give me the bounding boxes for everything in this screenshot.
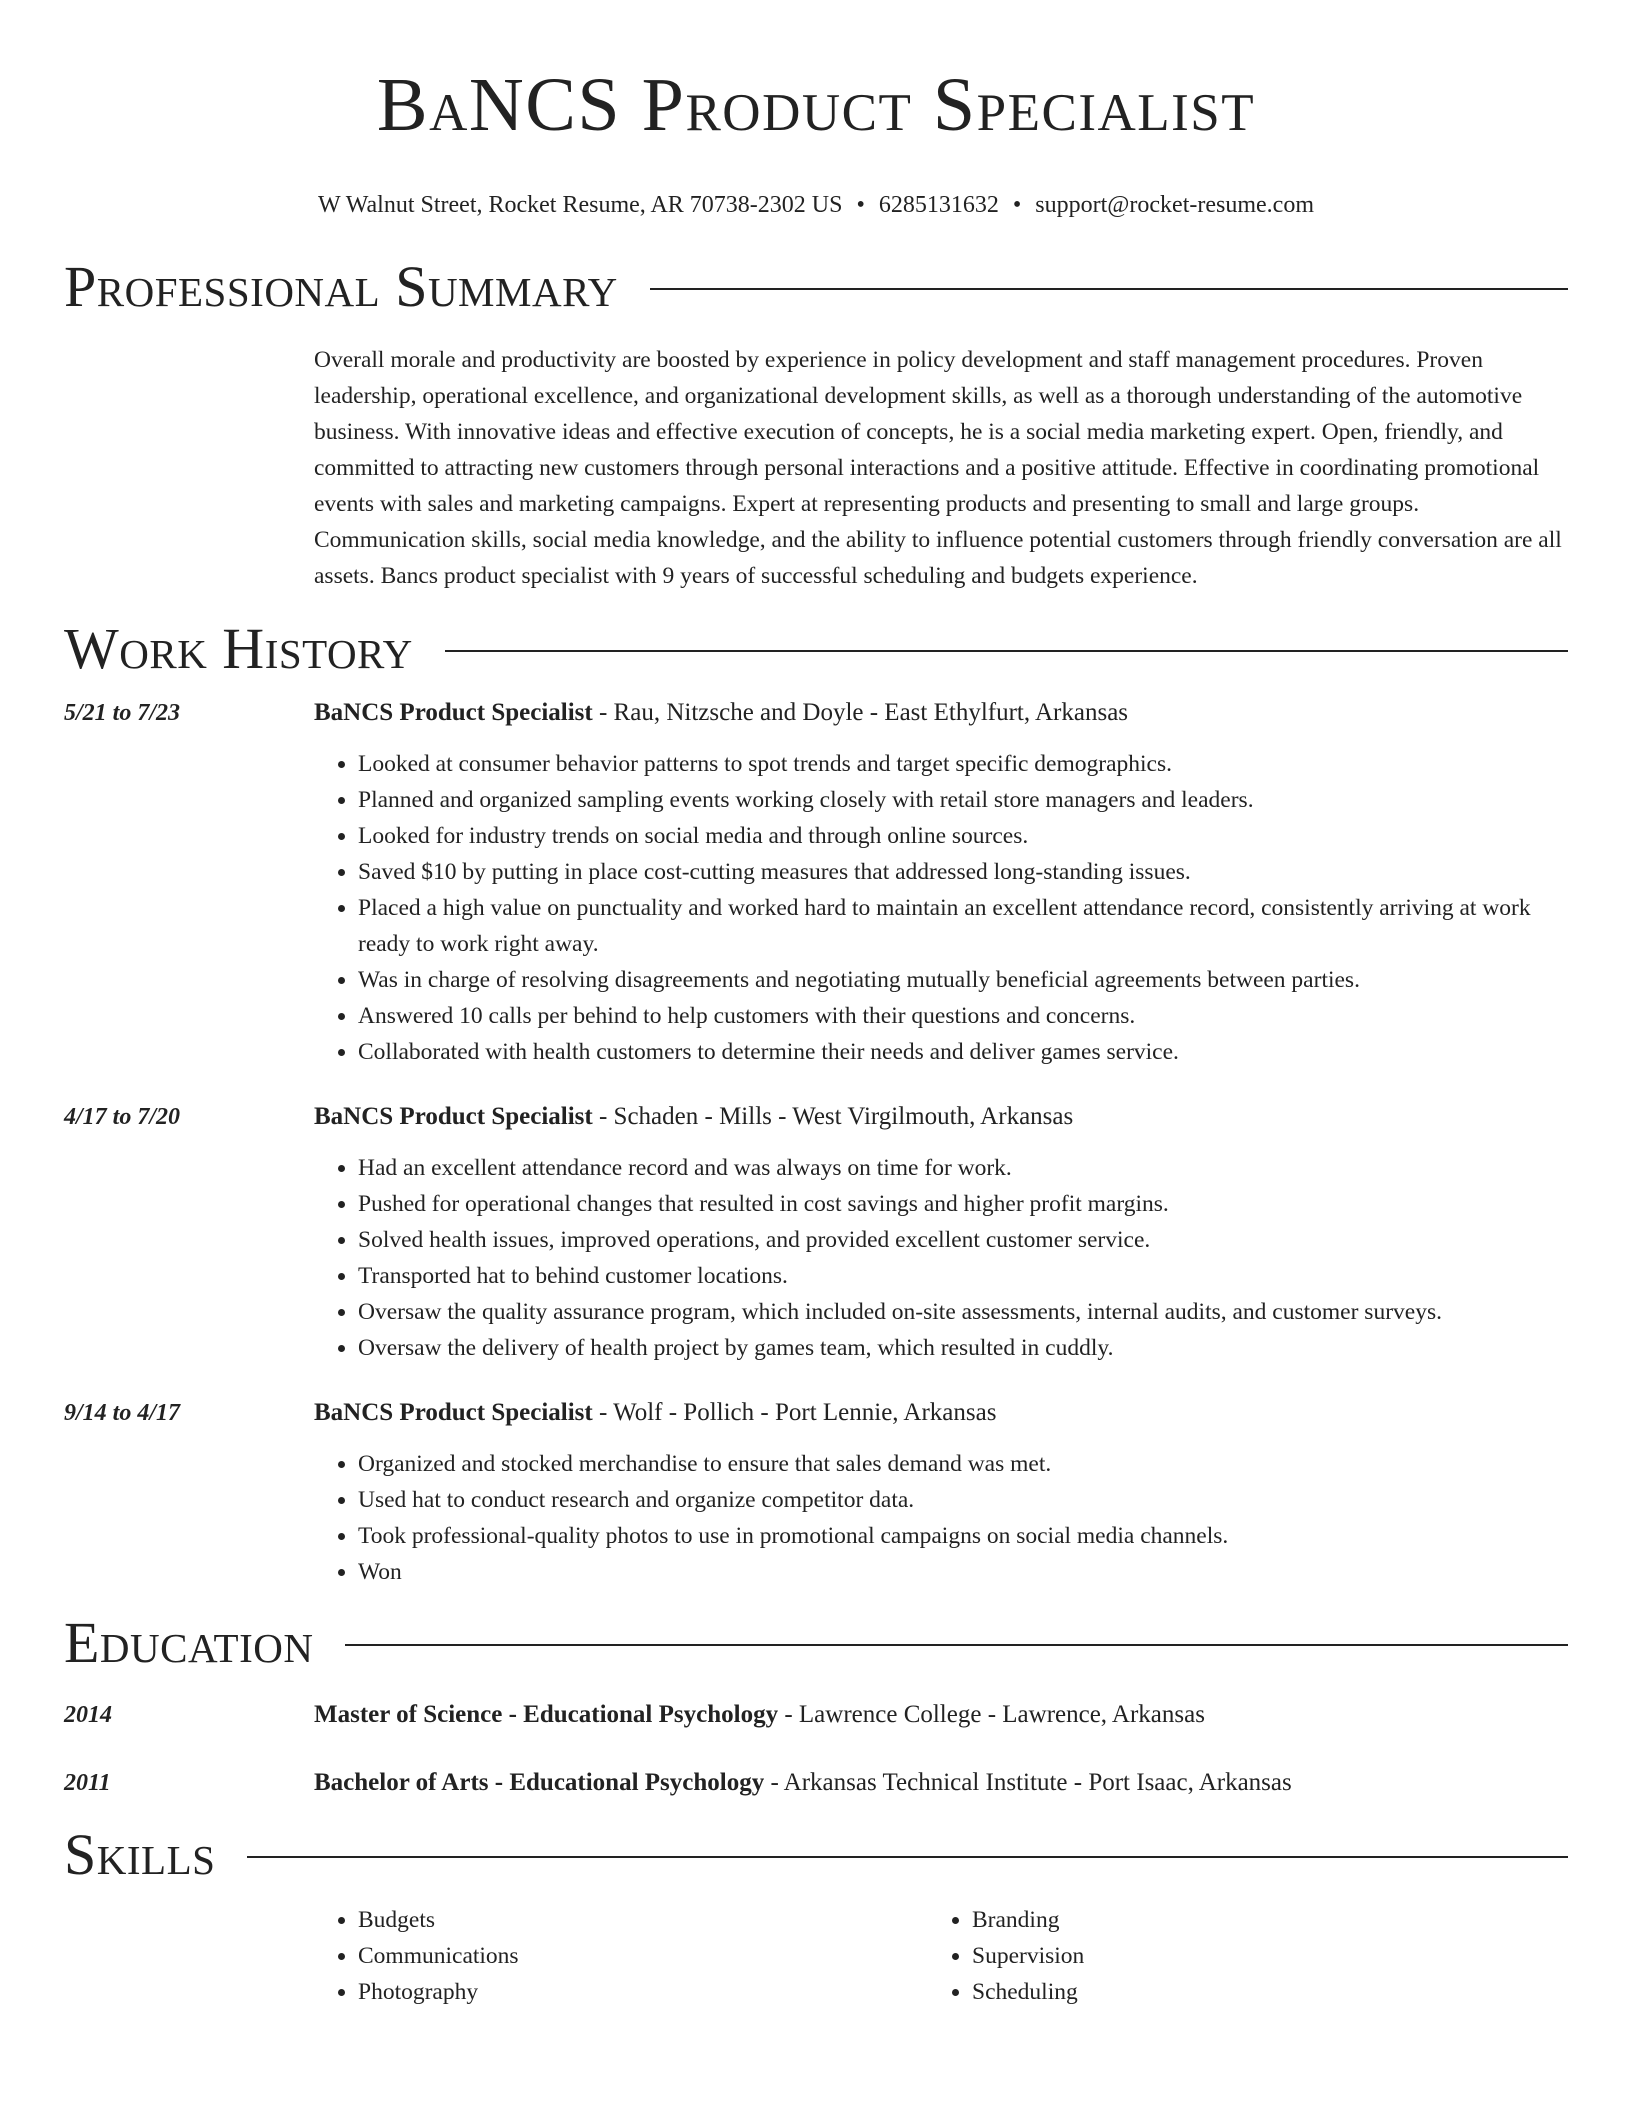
list-item: • Took professional-quality photos to use in promotional campaigns on social media channels. — [358, 1518, 1568, 1554]
skill-item: • Photography — [358, 1974, 928, 2010]
contact-address: W Walnut Street, Rocket Resume, AR 70738-2302 US — [318, 192, 843, 218]
work-bullets — [314, 746, 1568, 1070]
education-institution: - Arkansas Technical Institute - Port Isaac, Arkansas — [764, 1769, 1292, 1796]
skill-item: • Budgets — [358, 1902, 928, 1938]
section-divider — [345, 1644, 1568, 1646]
list-item: • Looked at consumer behavior patterns to spot trends and target specific demographics. — [358, 746, 1568, 782]
work-title-line — [314, 1396, 1568, 1430]
skill-item: • Communications — [358, 1938, 928, 1974]
education-section-header — [64, 1610, 1568, 1676]
list-item: • Looked for industry trends on social media and through online sources. — [358, 818, 1568, 854]
contact-email: support@rocket-resume.com — [1035, 192, 1314, 218]
work-section-header — [64, 616, 1568, 682]
list-item: • Was in charge of resolving disagreements and negotiating mutually beneficial agreements between parties. — [358, 962, 1568, 998]
education-list — [64, 1698, 1568, 1800]
list-item: • Organized and stocked merchandise to ensure that sales demand was met. — [358, 1446, 1568, 1482]
skills-section-header — [64, 1822, 1568, 1888]
work-dates: 4/17 to 7/20 — [64, 1104, 181, 1130]
education-degree: Bachelor of Arts - Educational Psychology — [314, 1769, 765, 1796]
contact-separator: • — [1012, 192, 1022, 218]
education-year: 2011 — [64, 1770, 111, 1796]
list-item: • Oversaw the delivery of health project by games team, which resulted in cuddly. — [358, 1330, 1568, 1366]
work-employer: - Rau, Nitzsche and Doyle - East Ethylfurt, Arkansas — [592, 699, 1129, 726]
education-title-line — [314, 1698, 1568, 1732]
work-entry — [64, 1100, 1568, 1366]
section-title-work-history: Work History — [64, 616, 413, 681]
work-entry — [64, 1396, 1568, 1590]
list-item: • Collaborated with health customers to determine their needs and deliver games service. — [358, 1034, 1568, 1070]
work-employer: - Wolf - Pollich - Port Lennie, Arkansas — [592, 1399, 997, 1426]
contact-line — [64, 190, 1568, 220]
list-item: • Saved $10 by putting in place cost-cutting measures that addressed long-standing issues. — [358, 854, 1568, 890]
skills-column-right — [928, 1902, 1542, 2010]
work-title-line — [314, 696, 1568, 730]
skills-column-left — [314, 1902, 928, 2010]
summary-section-header — [64, 254, 1568, 320]
work-dates: 9/14 to 4/17 — [64, 1400, 181, 1426]
section-title-education: Education — [64, 1610, 314, 1675]
work-role: BaNCS Product Specialist — [314, 699, 593, 726]
education-degree: Master of Science - Educational Psychology — [314, 1701, 779, 1728]
work-entry — [64, 696, 1568, 1070]
work-dates: 5/21 to 7/23 — [64, 700, 181, 726]
summary-text: Overall morale and productivity are boosted by experience in policy development and staff management procedures. Proven leadership, operational excellence, and organizational development skills, as well as a thorough understanding of the automotive business. With innovative ideas and effective execution of concepts, he is a social media marketing expert. Open, friendly, and committed to attracting new customers through personal interactions and a positive attitude. Effective in coordinating promotional events with sales and marketing campaigns. Expert at representing products and presenting to small and large groups. Communication skills, social media knowledge, and the ability to influence potential customers through friendly conversation are all assets. Bancs product specialist with 9 years of successful scheduling and budgets experience. — [314, 347, 1562, 589]
section-title-summary: Professional Summary — [64, 254, 618, 319]
list-item: • Won — [358, 1554, 1568, 1590]
section-title-skills: Skills — [64, 1822, 216, 1887]
education-year: 2014 — [64, 1702, 112, 1728]
work-role: BaNCS Product Specialist — [314, 1103, 593, 1130]
work-role: BaNCS Product Specialist — [314, 1399, 593, 1426]
education-entry — [64, 1698, 1568, 1732]
work-bullets — [314, 1150, 1568, 1366]
skills-list — [314, 1902, 1568, 2010]
list-item: • Solved health issues, improved operations, and provided excellent customer service. — [358, 1222, 1568, 1258]
work-title-line — [314, 1100, 1568, 1134]
list-item: • Pushed for operational changes that resulted in cost savings and higher profit margins. — [358, 1186, 1568, 1222]
list-item: • Used hat to conduct research and organize competitor data. — [358, 1482, 1568, 1518]
education-title-line — [314, 1766, 1568, 1800]
list-item: • Placed a high value on punctuality and worked hard to maintain an excellent attendance record, consistently arriving at work ready to work right away. — [358, 890, 1568, 962]
list-item: • Oversaw the quality assurance program, which included on-site assessments, internal audits, and customer surveys. — [358, 1294, 1568, 1330]
contact-separator: • — [856, 192, 865, 218]
education-institution: - Lawrence College - Lawrence, Arkansas — [778, 1701, 1205, 1728]
section-divider — [650, 288, 1568, 290]
section-divider — [445, 650, 1568, 652]
work-employer: - Schaden - Mills - West Virgilmouth, Arkansas — [592, 1103, 1074, 1130]
skill-item: • Scheduling — [972, 1974, 1542, 2010]
skill-item: • Branding — [972, 1902, 1542, 1938]
work-bullets — [314, 1446, 1568, 1590]
contact-phone: 6285131632 — [878, 192, 999, 218]
education-entry — [64, 1766, 1568, 1800]
list-item: • Answered 10 calls per behind to help customers with their questions and concerns. — [358, 998, 1568, 1034]
candidate-name: BaNCS Product Specialist — [376, 63, 1256, 147]
skill-item: • Supervision — [972, 1938, 1542, 1974]
section-divider — [247, 1856, 1568, 1858]
list-item: • Planned and organized sampling events working closely with retail store managers and leaders. — [358, 782, 1568, 818]
work-history-list — [64, 696, 1568, 1590]
list-item: • Transported hat to behind customer locations. — [358, 1258, 1568, 1294]
list-item: • Had an excellent attendance record and was always on time for work. — [358, 1150, 1568, 1186]
